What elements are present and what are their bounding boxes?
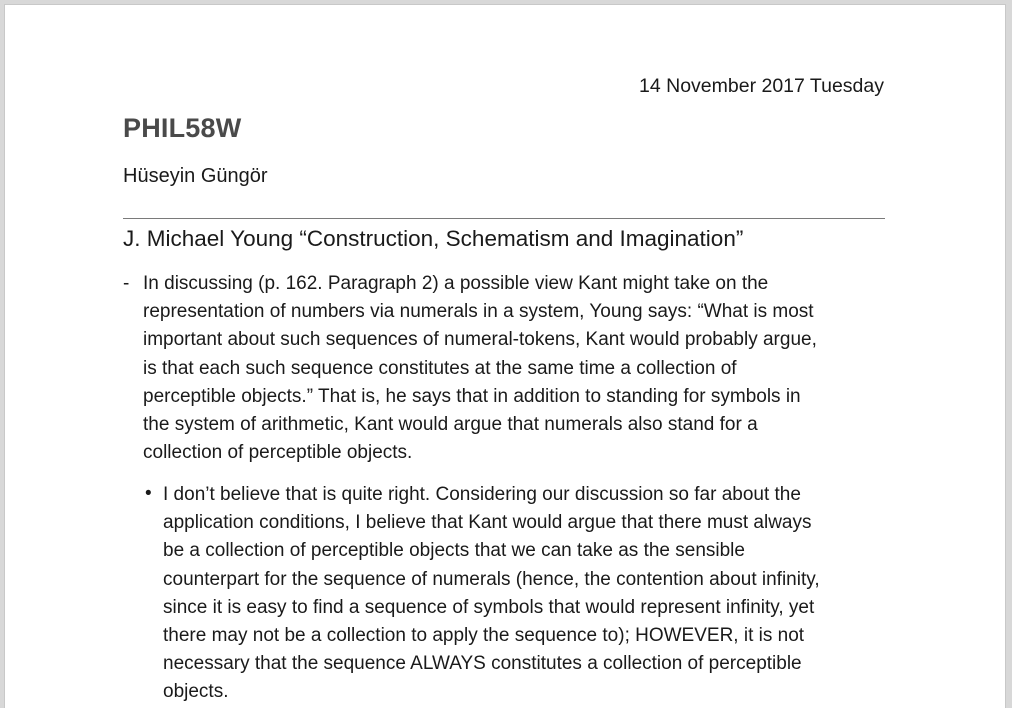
paragraph-line: In discussing (p. 162. Paragraph 2) a possible view Kant might take on the: [143, 273, 769, 294]
list-item-paragraph: [143, 270, 817, 467]
dash-list-marker: -: [123, 273, 130, 294]
course-code: PHIL58W: [123, 113, 242, 143]
section-heading: J. Michael Young “Construction, Schematism and Imagination”: [123, 226, 744, 251]
paragraph-line: the system of arithmetic, Kant would argue that numerals also stand for a: [143, 414, 758, 436]
paragraph-line: representation of numbers via numerals in a system, Young says: “What is most: [143, 301, 814, 323]
paragraph-line: since it is easy to find a sequence of symbols that would represent infinity, yet: [163, 596, 815, 618]
paragraph-line: counterpart for the sequence of numerals (hence, the contention about infinity,: [163, 568, 820, 590]
document-date: 14 November 2017 Tuesday: [639, 75, 884, 97]
paragraph-line: objects.: [163, 681, 229, 703]
paragraph-line: application conditions, I believe that Kant would argue that there must always: [163, 512, 812, 534]
paragraph-line: collection of perceptible objects.: [143, 442, 413, 464]
sub-list-item-paragraph: [163, 481, 820, 707]
paragraph-line: there may not be a collection to apply the sequence to); HOWEVER, it is not: [163, 625, 805, 647]
author-name: Hüseyin Güngör: [123, 165, 268, 187]
paragraph-line: important about such sequences of numeral-tokens, Kant would probably argue,: [143, 329, 817, 351]
bullet-list-marker: •: [145, 483, 152, 504]
paragraph-line: be a collection of perceptible objects that we can take as the sensible: [163, 540, 745, 562]
paragraph-line: perceptible objects.” That is, he says that in addition to standing for symbols in: [143, 385, 801, 407]
paragraph-line: I don’t believe that is quite right. Considering our discussion so far about the: [163, 484, 801, 505]
header-divider: [123, 218, 885, 219]
document-page: [4, 4, 1006, 708]
paragraph-line: necessary that the sequence ALWAYS constitutes a collection of perceptible: [163, 653, 802, 675]
paragraph-line: is that each such sequence constitutes at the same time a collection of: [143, 357, 737, 379]
